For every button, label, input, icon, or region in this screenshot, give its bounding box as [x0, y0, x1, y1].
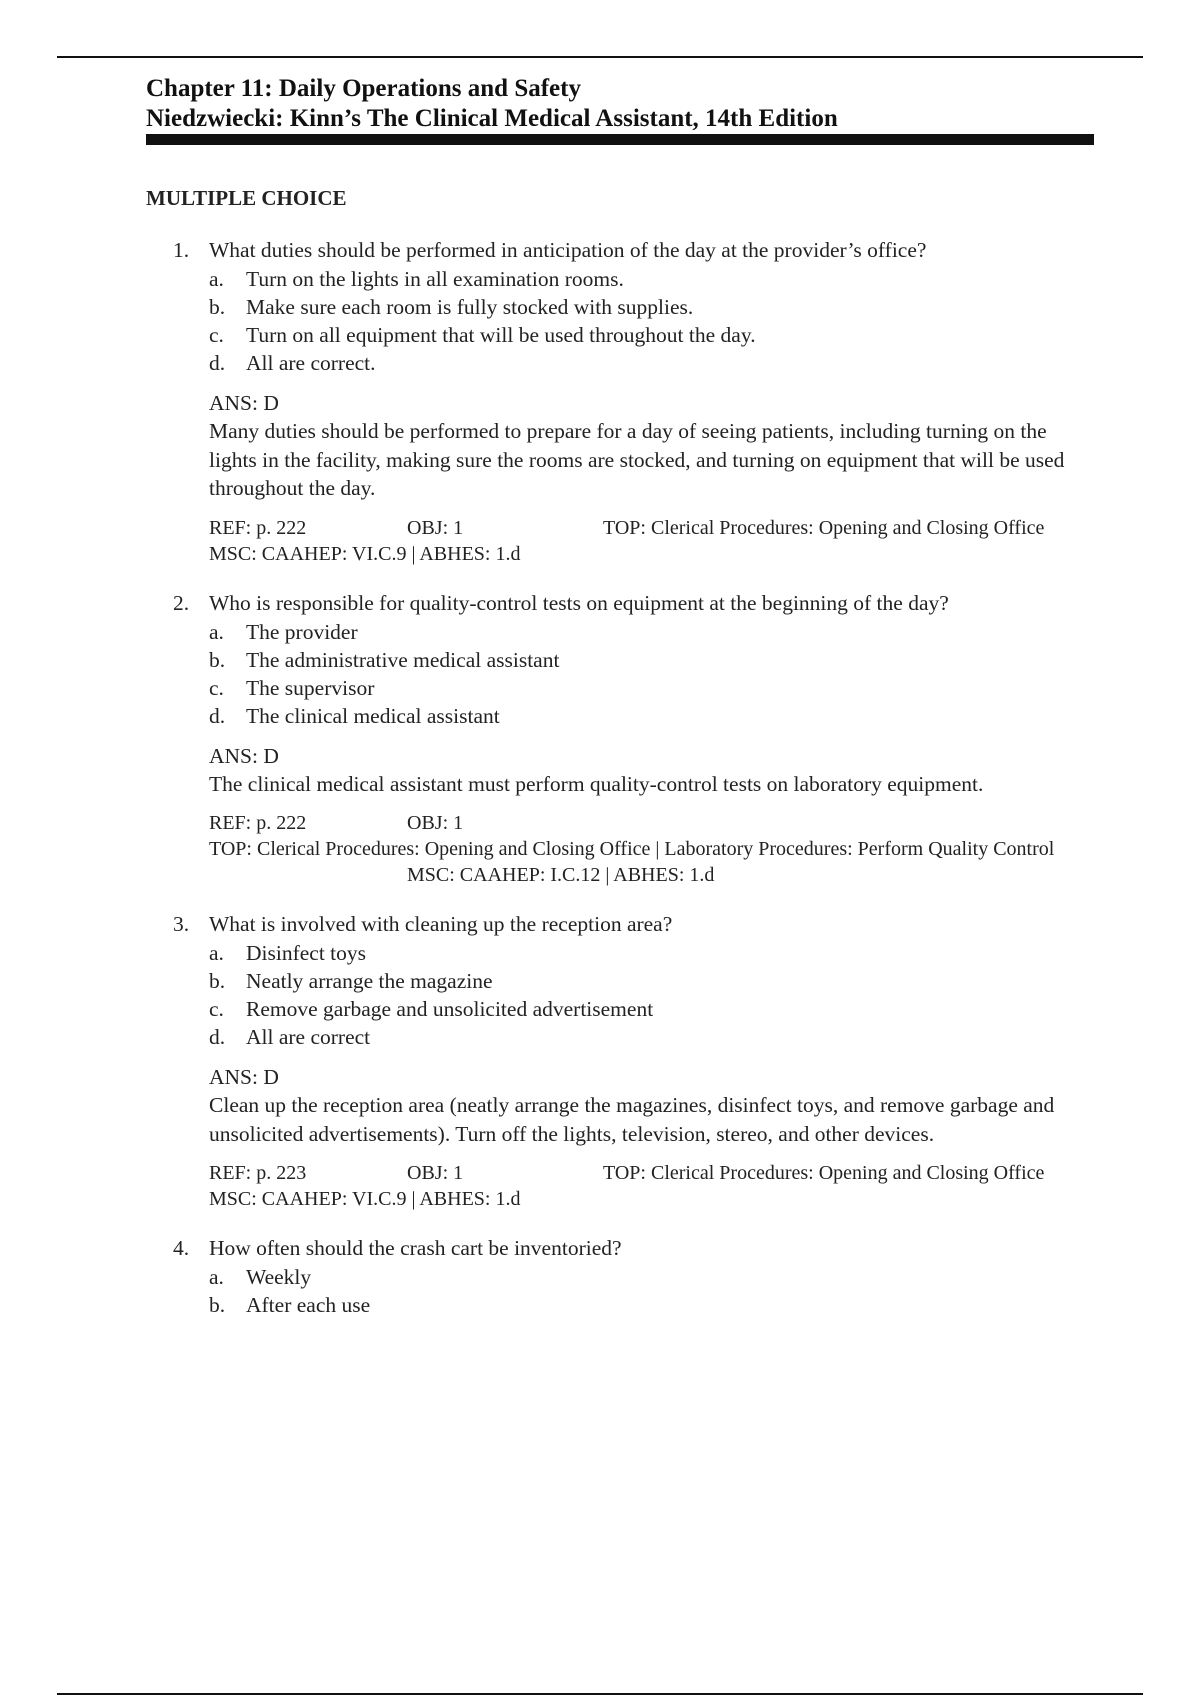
option-text: Make sure each room is fully stocked with supplies. [246, 295, 694, 319]
top-label: TOP: Clerical Procedures: Opening and Closing Office [603, 1162, 1045, 1184]
option-list [209, 265, 1096, 377]
option-letter: a. [209, 1265, 224, 1289]
option-b [209, 293, 1096, 321]
option-a [209, 618, 1096, 646]
msc-label: MSC: CAAHEP: VI.C.9 | ABHES: 1.d [209, 1188, 521, 1210]
header-divider [146, 134, 1094, 145]
question-number: 1. [173, 238, 190, 262]
option-text: Neatly arrange the magazine [246, 969, 493, 993]
option-letter: d. [209, 351, 226, 375]
option-letter: a. [209, 267, 224, 291]
option-text: Disinfect toys [246, 941, 367, 965]
option-text: Turn on all equipment that will be used throughout the day. [246, 323, 756, 347]
obj-label: OBJ: 1 [407, 516, 464, 539]
answer-key: ANS: D [209, 391, 279, 415]
msc-label: MSC: CAAHEP: I.C.12 | ABHES: 1.d [407, 864, 715, 886]
option-a [209, 265, 1096, 293]
option-c [209, 995, 1096, 1023]
option-d [209, 1023, 1096, 1051]
option-a [209, 1263, 1096, 1291]
option-text: Weekly [246, 1265, 312, 1289]
option-letter: c. [209, 675, 224, 700]
meta-info [209, 1160, 1096, 1212]
ref-label: REF: p. 222 [209, 812, 307, 834]
obj-label: OBJ: 1 [407, 812, 464, 834]
option-letter: a. [209, 619, 224, 644]
option-text: Turn on the lights in all examination rooms. [246, 267, 624, 291]
question-number: 3. [173, 912, 190, 936]
answer-block [209, 389, 1096, 567]
option-d [209, 702, 1096, 730]
option-letter: b. [209, 1293, 226, 1317]
msc-label: MSC: CAAHEP: VI.C.9 | ABHES: 1.d [209, 542, 521, 565]
answer-block [209, 1063, 1096, 1212]
option-text: After each use [246, 1293, 371, 1317]
rationale: Clean up the reception area (neatly arrange the magazines, disinfect toys, and remove garbage and unsolicited advertisements). Turn off the lights, television, stereo, and other devices. [209, 1093, 1055, 1146]
option-letter: b. [209, 295, 226, 319]
option-letter: c. [209, 323, 224, 347]
section-title: MULTIPLE CHOICE [146, 186, 347, 210]
option-list [209, 618, 1096, 730]
option-d [209, 349, 1096, 377]
option-b [209, 1291, 1096, 1319]
top-label: TOP: Clerical Procedures: Opening and Closing Office [603, 516, 1045, 539]
top-rule [57, 56, 1143, 58]
answer-key: ANS: D [209, 1065, 279, 1089]
answer-key: ANS: D [209, 743, 279, 768]
option-letter: b. [209, 969, 226, 993]
option-letter: a. [209, 941, 224, 965]
ref-label: REF: p. 223 [209, 1162, 307, 1184]
question-2 [146, 589, 1096, 889]
option-b [209, 646, 1096, 674]
option-a [209, 939, 1096, 967]
question-list [146, 236, 1096, 1341]
ref-label: REF: p. 222 [209, 516, 307, 539]
option-letter: b. [209, 647, 226, 672]
option-text: The provider [246, 619, 358, 644]
question-number: 2. [173, 590, 190, 615]
option-letter: c. [209, 997, 224, 1021]
top-label: TOP: Clerical Procedures: Opening and Closing Office | Laboratory Procedures: Perform Quality Control [209, 838, 1055, 860]
question-text: Who is responsible for quality-control tests on equipment at the beginning of the day? [209, 590, 949, 615]
option-text: The supervisor [246, 675, 375, 700]
bottom-rule [57, 1693, 1143, 1695]
page-header [146, 74, 1096, 134]
rationale: Many duties should be performed to prepare for a day of seeing patients, including turning on the lights in the facility, making sure the rooms are stocked, and turning on equipment that will be used throughout the day. [209, 419, 1065, 500]
question-number: 4. [173, 1236, 190, 1260]
question-text: What duties should be performed in anticipation of the day at the provider’s office? [209, 238, 927, 262]
obj-label: OBJ: 1 [407, 1162, 464, 1184]
option-b [209, 967, 1096, 995]
question-text: How often should the crash cart be inventoried? [209, 1236, 622, 1260]
option-text: All are correct [246, 1025, 371, 1049]
option-letter: d. [209, 703, 226, 728]
option-text: Remove garbage and unsolicited advertisement [246, 997, 654, 1021]
option-list [209, 1263, 1096, 1319]
meta-info [209, 515, 1096, 567]
question-text: What is involved with cleaning up the reception area? [209, 912, 673, 936]
option-text: All are correct. [246, 351, 376, 375]
option-c [209, 674, 1096, 702]
chapter-title: Chapter 11: Daily Operations and Safety [146, 75, 581, 102]
meta-info [209, 810, 1096, 888]
book-title: Niedzwiecki: Kinn’s The Clinical Medical Assistant, 14th Edition [146, 105, 838, 132]
rationale: The clinical medical assistant must perform quality-control tests on laboratory equipment. [209, 771, 984, 796]
option-text: The clinical medical assistant [246, 703, 500, 728]
option-c [209, 321, 1096, 349]
question-3 [146, 910, 1096, 1212]
option-list [209, 939, 1096, 1051]
question-4 [146, 1234, 1096, 1319]
option-text: The administrative medical assistant [246, 647, 560, 672]
answer-block [209, 742, 1096, 889]
option-letter: d. [209, 1025, 226, 1049]
question-1 [146, 236, 1096, 567]
